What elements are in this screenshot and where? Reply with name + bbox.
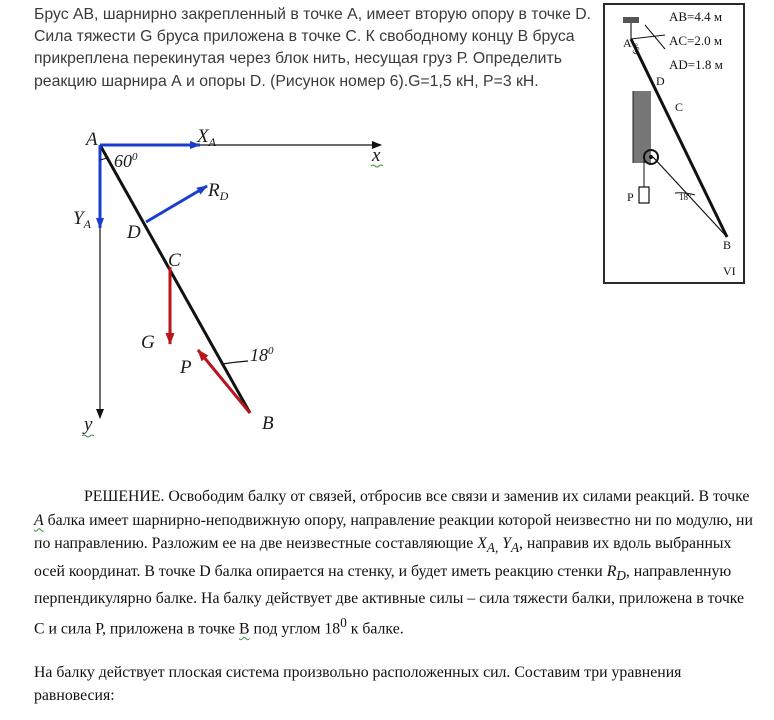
label-xa: $X_A$ [197,126,216,149]
label-angle-18: $18^0$ [250,345,274,365]
force-rd-arrow [146,186,207,222]
ref-dim-ac: AC=2.0 м [669,33,723,48]
solution-point-b: В [239,620,250,638]
ref-figure-number: VI [723,264,736,278]
wall-block [633,91,651,163]
ref-label-b: B [723,238,732,252]
ref-label-p: P [627,190,634,204]
label-point-d: D [127,222,141,243]
ref-dim-ad: AD=1.8 м [669,57,723,72]
ref-label-c: C [675,100,684,114]
ref-label-60: 60° [630,42,643,56]
label-y-axis: y [84,414,93,435]
solution-paragraph-1: РЕШЕНИЕ. Освободим балку от связей, отбросив все связи и заменив их силами реакций. В точке А балка имеет шарнирно-неподвижную опору, направление реакции которой неизвестно ни по модулю, ни по направлению. Разложим ее на две неизвестные составляющие $X_{A,}$ $Y_A$, направив их вдоль выбранных осей координат. В точке D балка опирается на стенку, и будет иметь реакцию стенки $R_D$, направленную перпендикулярно балке. На балку действует две активные силы – сила тяжести балки, приложена в точке С и сила Р, приложена в точке В под углом $18^0$ к балке. [34,488,753,638]
ref-dim-ab: AB=4.4 м [669,9,723,24]
weight-p [639,187,649,203]
solution-section [34,485,754,708]
label-x-axis: x [372,145,381,166]
ceiling-support [623,17,639,23]
label-ya: $Y_A$ [73,208,91,231]
ref-label-a: A [623,36,632,50]
problem-statement: Брус АВ, шарнирно закрепленный в точке А, имеет вторую опору в точке D. Сила тяжести G бруса приложена в точке С. К свободному концу В бруса прикреплена перекинутая через блок нить, несущая груз Р. Определить реакцию шарнира А и опоры D. (Рисунок номер 6).G=1,5 кН, Р=3 кН. [34,6,592,90]
label-p: P [180,357,192,378]
reference-figure-drawing [605,5,743,282]
solution-ya: $Y_A$ [502,535,520,556]
label-point-a: A [86,129,98,150]
angle-18-arc [222,361,248,364]
force-p-arrow [198,350,250,413]
solution-paragraph-2: На балку действует плоская система произвольно расположенных сил. Составим три уравнения равновесия: [34,663,682,705]
solution-point-a: А [34,511,44,529]
solution-xa: $X_{A,}$ [477,535,499,556]
reference-figure [603,3,745,284]
beam-ab [100,145,250,413]
ref-label-angle: 18° [679,192,692,202]
squiggle-y [82,435,94,437]
label-angle-60: $60^0$ [114,151,138,171]
label-g: G [141,332,155,353]
solution-rd: $R_D$ [606,562,626,583]
ref-label-d: D [656,74,665,88]
label-point-b: B [262,413,274,434]
label-point-c: C [168,250,181,271]
label-rd: $R_D$ [208,180,229,203]
